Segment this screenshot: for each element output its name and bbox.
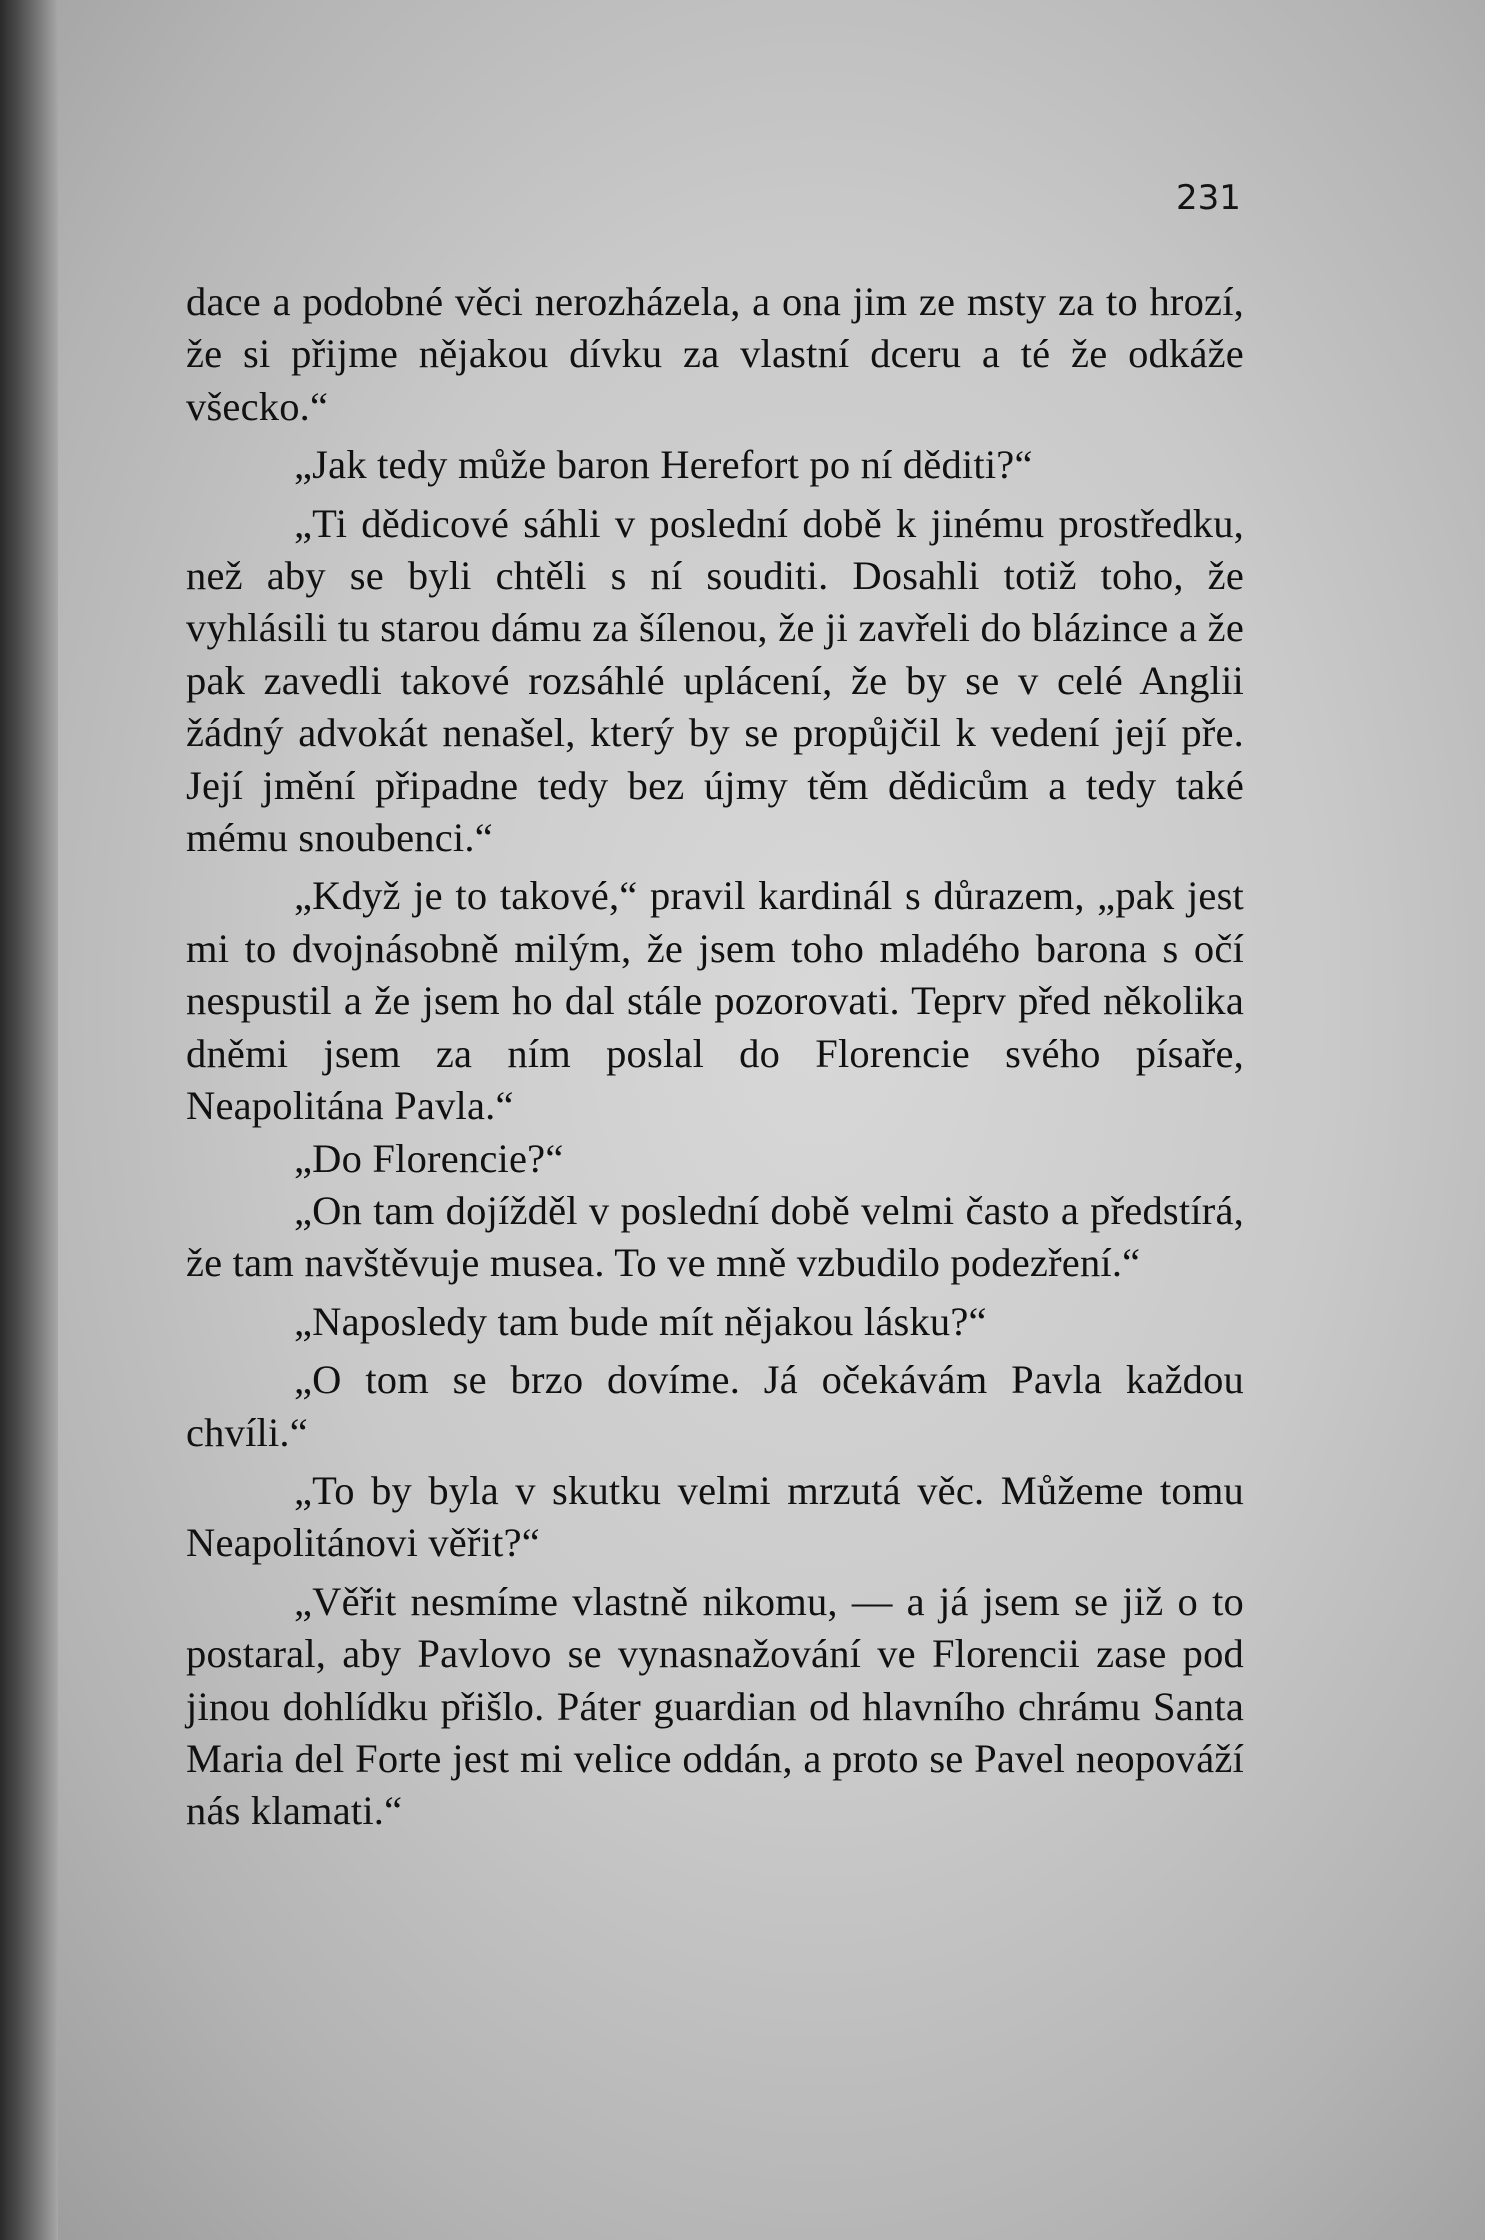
paragraph: „Ti dědicové sáhli v poslední době k jinému prostředku, než aby se byli chtěli s ní souditi. Dosahli totiž toho, že vyhlásili tu starou dámu za šílenou, že ji zavřeli do blázince a že pak zavedli takové rozsáhlé uplácení, že by se v celé Anglii žádný advokát nenašel, který by se propůjčil k vedení její pře. Její jmění připadne tedy bez újmy těm dědicům a tedy také mému snoubenci.“	[186, 500, 1244, 861]
paragraph: „Věřit nesmíme vlastně nikomu, — a já jsem se již o to postaral, aby Pavlovo se vynasnažování ve Florencii zase pod jinou dohlídku přišlo. Páter guardian od hlavního chrámu Santa Maria del Forte jest mi velice oddán, a proto se Pavel neopováží nás klamati.“	[186, 1578, 1244, 1834]
paragraph: „Do Florencie?“	[294, 1135, 564, 1181]
paragraph: dace a podobné věci nerozházela, a ona jim ze msty za to hrozí, že si přijme nějakou dívku za vlastní dceru a té že odkáže všecko.“	[186, 279, 1244, 429]
body-text	[186, 276, 1244, 1838]
paragraph: „O tom se brzo dovíme. Já očekávám Pavla každou chvíli.“	[186, 1357, 1244, 1455]
paragraph: „To by byla v skutku velmi mrzutá věc. Můžeme tomu Neapolitánovi věřit?“	[186, 1467, 1244, 1566]
paragraph: „Naposledy tam bude mít nějakou lásku?“	[294, 1298, 987, 1344]
paragraph: „Když je to takové,“ pravil kardinál s důrazem, „pak jest mi to dvojnásobně milým, že jsem toho mladého barona s očí nespustil a že jsem ho dal stále pozorovati. Teprv před několika dněmi jsem za ním poslal do Florencie svého písaře, Neapolitána Pavla.“	[186, 873, 1244, 1129]
paragraph: „On tam dojížděl v poslední době velmi často a předstírá, že tam navštěvuje musea. To ve mně vzbudilo podezření.“	[186, 1187, 1244, 1286]
paragraph: „Jak tedy může baron Herefort po ní děditi?“	[294, 442, 1033, 488]
binding-edge	[0, 0, 58, 2240]
page-number: 231	[1176, 178, 1241, 218]
